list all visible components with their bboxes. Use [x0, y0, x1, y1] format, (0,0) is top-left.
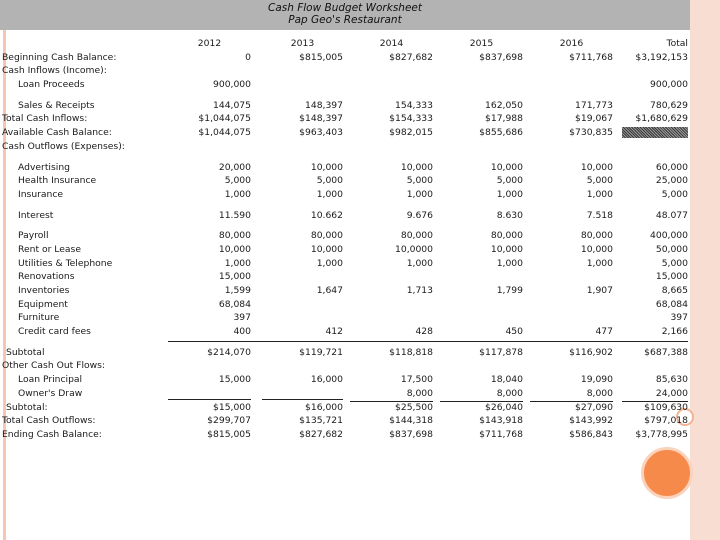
- cell: $3,778,995: [635, 428, 688, 440]
- cell: $855,686: [479, 127, 523, 139]
- row-label: Ending Cash Balance:: [2, 428, 102, 440]
- title-line-2: Pap Geo's Restaurant: [288, 14, 402, 26]
- cell: 8,000: [440, 387, 523, 402]
- row-label: Credit card fees: [18, 326, 91, 338]
- table-row-subtotal: [0, 346, 690, 360]
- cell: $143,992: [569, 415, 613, 427]
- cell: 18,040: [490, 374, 523, 386]
- row-label: Interest: [18, 209, 54, 221]
- cell: 10,000: [580, 243, 613, 255]
- cell: 80,000: [580, 230, 613, 242]
- cell: 15,000: [655, 271, 688, 283]
- cell: 8.630: [496, 209, 523, 221]
- cell: 144,075: [213, 99, 251, 111]
- cell: $16,000: [305, 401, 343, 413]
- cell: 15,000: [218, 271, 251, 283]
- cell: $148,397: [299, 113, 343, 125]
- right-decor-strip: [690, 0, 720, 540]
- table-row-loan-principal: [0, 373, 690, 387]
- cell: $1,044,075: [198, 127, 251, 139]
- cell: 0: [245, 51, 251, 63]
- row-label: Beginning Cash Balance:: [2, 51, 117, 63]
- row-label: Equipment: [18, 298, 68, 310]
- subtotal-rule: [168, 341, 688, 342]
- cell: $837,698: [479, 51, 523, 63]
- row-label: Total Cash Outflows:: [2, 415, 96, 427]
- cell: 8,000: [350, 387, 433, 402]
- cell: $586,843: [569, 428, 613, 440]
- cell: 5,000: [406, 175, 433, 187]
- cell: $135,721: [299, 415, 343, 427]
- row-label: Subtotal: [6, 346, 45, 358]
- table-row-subtotal-2: [0, 401, 690, 415]
- cell: 10,000: [490, 243, 523, 255]
- table-row-credit-card-fees: [0, 325, 690, 339]
- cell: 17,500: [400, 374, 433, 386]
- cell: $982,015: [389, 127, 433, 139]
- cell: $119,721: [299, 346, 343, 358]
- cell: 154,333: [395, 99, 433, 111]
- table-row-inflows-header: [0, 64, 690, 78]
- cell: $1,680,629: [635, 113, 688, 125]
- cell: 1,000: [496, 257, 523, 269]
- cell: 477: [595, 326, 613, 338]
- cell: 1,000: [586, 188, 613, 200]
- table-row-available: [0, 126, 690, 140]
- col-header-2015: 2015: [469, 38, 494, 49]
- table-row-loan: [0, 78, 690, 92]
- cell: 400,000: [650, 230, 688, 242]
- cell: 5,000: [661, 257, 688, 269]
- row-label: Loan Proceeds: [18, 79, 85, 91]
- cell: 1,000: [224, 188, 251, 200]
- cell: 1,000: [406, 188, 433, 200]
- cell: 10,000: [580, 161, 613, 173]
- table-row-rent: [0, 243, 690, 257]
- cell: 68,084: [655, 298, 688, 310]
- cell: 16,000: [310, 374, 343, 386]
- cell: 1,000: [316, 188, 343, 200]
- cell: 10,000: [218, 243, 251, 255]
- cell: $116,902: [569, 346, 613, 358]
- row-label: Payroll: [18, 230, 49, 242]
- cell: 162,050: [485, 99, 523, 111]
- row-label: Cash Inflows (Income):: [2, 65, 107, 77]
- row-label: Inventories: [18, 285, 70, 296]
- table-row-interest: [0, 209, 690, 223]
- table-row-furniture: [0, 311, 690, 325]
- cell: 1,000: [224, 257, 251, 269]
- cell: 24,000: [622, 387, 688, 402]
- cell: $214,070: [207, 346, 251, 358]
- cell: 68,084: [218, 298, 251, 310]
- table-row-owners-draw: [0, 387, 690, 401]
- cell: 412: [325, 326, 343, 338]
- cell: $17,988: [485, 113, 523, 125]
- cell: $154,333: [389, 113, 433, 125]
- cell: [262, 387, 343, 400]
- cell: 5,000: [316, 175, 343, 187]
- cell: 1,799: [496, 285, 523, 296]
- cell: 397: [670, 312, 688, 324]
- cell: 900,000: [213, 79, 251, 91]
- cell: $25,500: [395, 401, 433, 413]
- cell: 5,000: [224, 175, 251, 187]
- col-header-2013: 2013: [290, 38, 315, 49]
- title-line-1: Cash Flow Budget Worksheet: [267, 2, 422, 14]
- cell: 80,000: [218, 230, 251, 242]
- cell: 397: [233, 312, 251, 324]
- row-label: Sales & Receipts: [18, 99, 95, 111]
- cell: 80,000: [310, 230, 343, 242]
- row-label: Cash Outflows (Expenses):: [2, 140, 125, 152]
- cell: $837,698: [389, 428, 433, 440]
- cell: $26,040: [485, 401, 523, 413]
- col-header-2014: 2014: [379, 38, 404, 49]
- cell: $827,682: [389, 51, 433, 63]
- cell: 8,000: [530, 387, 613, 402]
- cell: 428: [415, 326, 433, 338]
- cell: 1,647: [316, 285, 343, 296]
- table-row-total-inflows: [0, 112, 690, 126]
- col-header-total: Total: [666, 38, 688, 49]
- table-row-renovations: [0, 270, 690, 284]
- cell: $730,835: [569, 127, 613, 139]
- row-label: Furniture: [18, 312, 60, 324]
- cell: $687,388: [644, 346, 688, 358]
- cell: 1,000: [586, 257, 613, 269]
- cell: $144,318: [389, 415, 433, 427]
- table-row-beginning: [0, 51, 690, 65]
- cell: 50,000: [655, 243, 688, 255]
- cell: 10,000: [310, 243, 343, 255]
- row-label: Subtotal:: [6, 401, 48, 413]
- cell: 1,000: [316, 257, 343, 269]
- cell: 85,630: [655, 374, 688, 386]
- cell: 9.676: [406, 209, 433, 221]
- cell: 15,000: [218, 374, 251, 386]
- cell: 10,000: [400, 161, 433, 173]
- table-row-outflows-header: [0, 140, 690, 154]
- row-label: Other Cash Out Flows:: [2, 360, 106, 372]
- cell: 1,713: [406, 285, 433, 296]
- cell: $117,878: [479, 346, 523, 358]
- table-row-insurance: [0, 188, 690, 202]
- row-label: Renovations: [18, 271, 75, 283]
- cell: 1,599: [224, 285, 251, 296]
- cell: $963,403: [299, 127, 343, 139]
- cell: $1,044,075: [198, 113, 251, 125]
- cell: 10.662: [310, 209, 343, 221]
- row-label: Available Cash Balance:: [2, 127, 112, 139]
- table-row-total-outflows: [0, 414, 690, 428]
- row-label: Insurance: [18, 188, 64, 200]
- cell: $299,707: [207, 415, 251, 427]
- col-header-2016: 2016: [559, 38, 584, 49]
- cell: 7.518: [586, 209, 613, 221]
- cell: 780,629: [650, 99, 688, 111]
- table-row-advertising: [0, 161, 690, 175]
- big-circle-decor: [641, 447, 693, 499]
- cell: [168, 387, 251, 400]
- shaded-total-cell: [622, 127, 688, 138]
- row-label: Utilities & Telephone: [18, 257, 113, 269]
- cell: $15,000: [213, 401, 251, 413]
- cell: $815,005: [207, 428, 251, 440]
- cell: 80,000: [400, 230, 433, 242]
- cell: 8,665: [661, 285, 688, 296]
- cell: 25,000: [655, 175, 688, 187]
- cell: $19,067: [575, 113, 613, 125]
- cell: 10,000: [490, 161, 523, 173]
- cell: 450: [505, 326, 523, 338]
- cell: 20,000: [218, 161, 251, 173]
- cell: $143,918: [479, 415, 523, 427]
- cell: 19,090: [580, 374, 613, 386]
- cell: 80,000: [490, 230, 523, 242]
- row-label: Rent or Lease: [18, 243, 81, 255]
- cell: 2,166: [661, 326, 688, 338]
- cell: 10,0000: [395, 243, 433, 255]
- cell: $3,192,153: [635, 51, 688, 63]
- row-label: Owner's Draw: [18, 387, 83, 399]
- cell: 1,907: [586, 285, 613, 296]
- cell: 60,000: [655, 161, 688, 173]
- cell: $711,768: [479, 428, 523, 440]
- cell: $797,018: [644, 415, 688, 427]
- table-row-sales: [0, 99, 690, 113]
- cash-flow-table: [0, 37, 690, 442]
- table-row-other-outflows-header: [0, 359, 690, 373]
- cell: 5,000: [496, 175, 523, 187]
- cell: 48.077: [655, 209, 688, 221]
- cell: $27,090: [575, 401, 613, 413]
- table-row-payroll: [0, 229, 690, 243]
- table-row-inventories: [0, 284, 690, 298]
- cell: $109,630: [644, 401, 688, 413]
- worksheet-title: [0, 2, 690, 26]
- row-label: Health Insurance: [18, 175, 97, 187]
- table-row-utilities: [0, 257, 690, 271]
- cell: 900,000: [650, 79, 688, 91]
- cell: 1,000: [406, 257, 433, 269]
- cell: 171,773: [575, 99, 613, 111]
- col-header-2012: 2012: [197, 38, 222, 49]
- year-header-row: [0, 37, 690, 51]
- cell: 400: [233, 326, 251, 338]
- cell: $815,005: [299, 51, 343, 63]
- cell: $827,682: [299, 428, 343, 440]
- row-label: Loan Principal: [18, 374, 83, 386]
- table-row-equipment: [0, 298, 690, 312]
- cell: 10,000: [310, 161, 343, 173]
- table-row-ending: [0, 428, 690, 442]
- table-row-health: [0, 174, 690, 188]
- cell: $118,818: [389, 346, 433, 358]
- row-label: Total Cash Inflows:: [2, 113, 88, 125]
- cell: $711,768: [569, 51, 613, 63]
- cell: 11.590: [218, 209, 251, 221]
- cell: 1,000: [496, 188, 523, 200]
- cell: 5,000: [661, 188, 688, 200]
- cell: 5,000: [586, 175, 613, 187]
- row-label: Advertising: [18, 161, 70, 173]
- cell: 148,397: [305, 99, 343, 111]
